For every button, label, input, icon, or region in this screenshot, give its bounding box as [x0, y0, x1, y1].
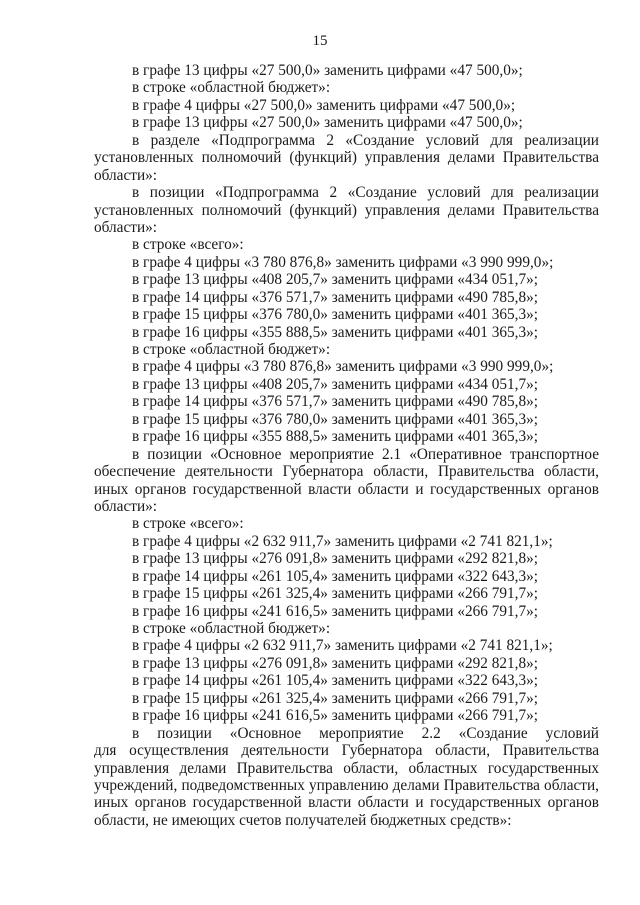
text-line: в графе 15 цифры «261 325,4» заменить цифрами «266 791,7»;	[132, 689, 539, 707]
text-line: управления делами Правительства области, областных государственных	[94, 759, 599, 777]
text-line: в графе 4 цифры «2 632 911,7» заменить цифрами «2 741 821,1»;	[132, 532, 553, 550]
text-line: в графе 15 цифры «376 780,0» заменить цифрами «401 365,3»;	[132, 410, 539, 428]
text-line: в графе 13 цифры «276 091,8» заменить цифрами «292 821,8»;	[132, 550, 539, 568]
text-line: в графе 4 цифры «27 500,0» заменить цифрами «47 500,0»;	[132, 96, 516, 114]
text-line: в графе 15 цифры «376 780,0» заменить цифрами «401 365,3»;	[132, 306, 539, 324]
text-line: области»:	[94, 497, 158, 515]
text-line: в позиции «Основное мероприятие 2.2 «Создание условий	[132, 724, 599, 742]
text-line: в графе 15 цифры «261 325,4» заменить цифрами «266 791,7»;	[132, 585, 539, 603]
text-line: в графе 13 цифры «27 500,0» заменить цифрами «47 500,0»;	[132, 62, 523, 79]
document-body	[94, 62, 599, 829]
text-line: в строке «областной бюджет»:	[132, 341, 331, 358]
text-line: в графе 14 цифры «261 105,4» заменить цифрами «322 643,3»;	[132, 567, 539, 585]
text-line: обеспечение деятельности Губернатора области, Правительства области,	[94, 463, 599, 481]
text-line: в графе 16 цифры «241 616,5» заменить цифрами «266 791,7»;	[132, 707, 539, 725]
page-number: 15	[312, 33, 328, 49]
text-line: в разделе «Подпрограмма 2 «Создание условий для реализации	[132, 131, 599, 149]
text-line: в графе 16 цифры «355 888,5» заменить цифрами «401 365,3»;	[132, 428, 539, 446]
text-line: в графе 14 цифры «376 571,7» заменить цифрами «490 785,8»;	[132, 288, 539, 306]
text-line: в строке «областной бюджет»:	[132, 620, 331, 637]
text-line: области»:	[94, 166, 158, 184]
text-line: иных органов государственной власти области и государственных органов	[94, 480, 599, 498]
text-line: в графе 13 цифры «27 500,0» заменить цифрами «47 500,0»;	[132, 114, 523, 132]
text-line: в графе 14 цифры «376 571,7» заменить цифрами «490 785,8»;	[132, 393, 539, 411]
text-line: в графе 4 цифры «3 780 876,8» заменить цифрами «3 990 999,0»;	[132, 358, 554, 376]
text-line: в строке «всего»:	[132, 515, 244, 533]
text-line: в графе 4 цифры «2 632 911,7» заменить цифрами «2 741 821,1»;	[132, 637, 553, 655]
text-line: установленных полномочий (функций) управления делами Правительства	[94, 149, 599, 167]
text-line: в строке «областной бюджет»:	[132, 79, 331, 97]
text-line: в графе 13 цифры «408 205,7» заменить цифрами «434 051,7»;	[132, 271, 539, 289]
text-line: иных органов государственной власти области и государственных органов	[94, 794, 599, 812]
text-line: в графе 16 цифры «355 888,5» заменить цифрами «401 365,3»;	[132, 323, 539, 341]
text-line: области, не имеющих счетов получателей бюджетных средств»:	[94, 811, 512, 829]
text-line: в позиции «Подпрограмма 2 «Создание условий для реализации	[132, 184, 599, 202]
text-line: в графе 16 цифры «241 616,5» заменить цифрами «266 791,7»;	[132, 602, 539, 620]
text-line: в позиции «Основное мероприятие 2.1 «Оперативное транспортное	[132, 445, 599, 463]
text-line: для осуществления деятельности Губернатора области, Правительства	[94, 742, 599, 760]
text-line: в графе 13 цифры «408 205,7» заменить цифрами «434 051,7»;	[132, 375, 539, 393]
text-line: в строке «всего»:	[132, 236, 244, 254]
text-line: области»:	[94, 218, 158, 236]
text-line: в графе 4 цифры «3 780 876,8» заменить цифрами «3 990 999,0»;	[132, 253, 554, 271]
text-line: в графе 14 цифры «261 105,4» заменить цифрами «322 643,3»;	[132, 672, 539, 690]
text-line: установленных полномочий (функций) управления делами Правительства	[94, 201, 599, 219]
text-line: в графе 13 цифры «276 091,8» заменить цифрами «292 821,8»;	[132, 654, 539, 672]
text-line: учреждений, подведомственных управлению делами Правительства области,	[94, 776, 599, 794]
